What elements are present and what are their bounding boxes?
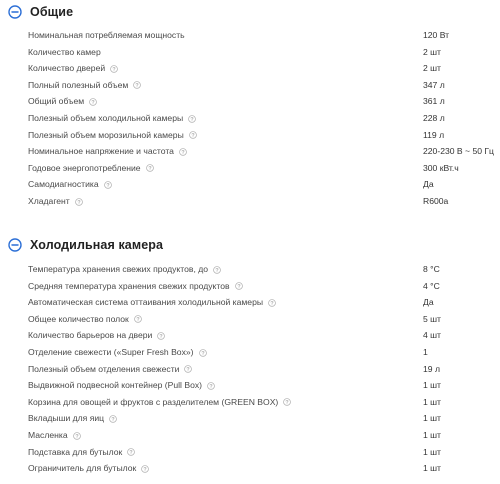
section-general-header[interactable] — [8, 3, 73, 21]
spec-value: 120 Вт — [423, 30, 450, 40]
spec-row — [0, 278, 500, 295]
spec-value: 2 шт — [423, 63, 441, 74]
spec-label-text: Общий объем — [28, 96, 85, 107]
spec-label — [28, 261, 221, 278]
help-icon[interactable] — [146, 164, 154, 172]
spec-label — [28, 176, 112, 193]
spec-label-text: Общее количество полок — [28, 313, 129, 324]
spec-row — [0, 27, 500, 44]
spec-label — [28, 427, 81, 444]
spec-value: 119 л — [423, 129, 445, 140]
spec-value: 228 л — [423, 113, 445, 123]
spec-label-text: Корзина для овощей и фруктов с разделителем (GREEN BOX) — [28, 396, 279, 407]
spec-label — [28, 361, 192, 378]
spec-row — [0, 410, 500, 427]
spec-value: 347 л — [423, 79, 445, 90]
spec-row — [0, 44, 500, 61]
spec-label — [28, 311, 142, 328]
spec-label — [28, 160, 154, 177]
collapse-icon[interactable] — [8, 5, 22, 19]
spec-value: 1 шт — [423, 380, 441, 391]
help-icon[interactable] — [73, 432, 81, 440]
spec-label — [28, 278, 243, 295]
spec-label — [28, 143, 187, 160]
spec-label-text: Номинальное напряжение и частота — [28, 146, 174, 157]
spec-value: R600a — [423, 196, 449, 206]
spec-label-text: Количество дверей — [28, 63, 106, 74]
help-icon[interactable] — [179, 148, 187, 156]
spec-row — [0, 110, 500, 127]
spec-row — [0, 160, 500, 177]
spec-value: 1 шт — [423, 396, 441, 407]
help-icon[interactable] — [188, 115, 196, 123]
spec-row — [0, 294, 500, 311]
spec-value: 4 шт — [423, 330, 441, 341]
help-icon[interactable] — [189, 131, 197, 139]
spec-label — [28, 460, 149, 477]
spec-label-text: Масленка — [28, 430, 68, 440]
spec-label-text: Отделение свежести («Super Fresh Box») — [28, 347, 194, 357]
help-icon[interactable] — [75, 198, 83, 206]
spec-row — [0, 460, 500, 477]
spec-label — [28, 327, 165, 344]
spec-label-text: Ограничитель для бутылок — [28, 463, 137, 474]
spec-label — [28, 60, 118, 77]
help-icon[interactable] — [141, 465, 149, 473]
spec-label-text: Годовое энергопотребление — [28, 162, 141, 173]
spec-label-text: Полезный объем морозильной камеры — [28, 129, 184, 140]
spec-value: 1 — [423, 347, 428, 357]
spec-row — [0, 377, 500, 394]
spec-value: 5 шт — [423, 313, 441, 324]
spec-row — [0, 394, 500, 411]
spec-label-text: Хладагент — [28, 196, 70, 206]
spec-label-text: Полезный объем отделения свежести — [28, 363, 180, 374]
spec-value: 8 °C — [423, 264, 440, 274]
spec-row — [0, 93, 500, 110]
spec-label-text: Полный полезный объем — [28, 79, 129, 90]
spec-label-text: Средняя температура хранения свежих продуктов — [28, 280, 230, 291]
help-icon[interactable] — [157, 332, 165, 340]
spec-value: Да — [423, 179, 434, 190]
spec-value: 1 шт — [423, 463, 441, 474]
spec-label-text: Вкладыши для яиц — [28, 413, 105, 424]
spec-row — [0, 361, 500, 378]
help-icon[interactable] — [133, 81, 141, 89]
spec-value: 1 шт — [423, 430, 441, 440]
help-icon[interactable] — [134, 315, 142, 323]
spec-label — [28, 77, 141, 94]
spec-label-text: Автоматическая система оттаивания холодильной камеры — [28, 297, 264, 308]
spec-row — [0, 143, 500, 160]
help-icon[interactable] — [199, 349, 207, 357]
help-icon[interactable] — [89, 98, 97, 106]
spec-label — [28, 27, 185, 44]
spec-value: 220-230 В ~ 50 Гц — [423, 146, 494, 157]
spec-row — [0, 327, 500, 344]
help-icon[interactable] — [184, 365, 192, 373]
help-icon[interactable] — [213, 266, 221, 274]
spec-row — [0, 311, 500, 328]
spec-row — [0, 261, 500, 278]
spec-value: 361 л — [423, 96, 445, 107]
spec-row — [0, 344, 500, 361]
spec-value: 1 шт — [423, 413, 441, 424]
spec-value: 2 шт — [423, 46, 441, 57]
spec-label — [28, 410, 117, 427]
spec-value: 4 °C — [423, 280, 440, 291]
help-icon[interactable] — [109, 415, 117, 423]
spec-label — [28, 344, 207, 361]
spec-row — [0, 176, 500, 193]
spec-label-text: Подставка для бутылок — [28, 446, 123, 457]
spec-label — [28, 193, 83, 210]
spec-label — [28, 93, 97, 110]
spec-label — [28, 377, 215, 394]
section-title: Общие — [30, 5, 74, 19]
help-icon[interactable] — [127, 448, 135, 456]
spec-label-text: Номинальная потребляемая мощность — [28, 30, 185, 40]
section-fridge-chamber-header[interactable] — [8, 236, 163, 254]
help-icon[interactable] — [268, 299, 276, 307]
spec-row — [0, 444, 500, 461]
help-icon[interactable] — [104, 181, 112, 189]
spec-row — [0, 77, 500, 94]
spec-label-text: Выдвижной подвесной контейнер (Pull Box) — [28, 380, 203, 391]
spec-row — [0, 127, 500, 144]
spec-label-text: Полезный объем холодильной камеры — [28, 113, 184, 123]
spec-label-text: Самодиагностика — [28, 179, 99, 190]
section-title: Холодильная камера — [30, 238, 164, 252]
spec-row — [0, 60, 500, 77]
spec-value: 19 л — [423, 363, 440, 374]
spec-label — [28, 110, 196, 127]
spec-value: Да — [423, 297, 434, 308]
spec-value: 1 шт — [423, 446, 441, 457]
spec-label — [28, 127, 197, 144]
spec-label — [28, 44, 101, 61]
collapse-icon[interactable] — [8, 238, 22, 252]
spec-value: 300 кВт.ч — [423, 162, 459, 173]
help-icon[interactable] — [110, 65, 118, 73]
help-icon[interactable] — [207, 382, 215, 390]
spec-label — [28, 294, 276, 311]
spec-label-text: Температура хранения свежих продуктов, до — [28, 264, 209, 274]
spec-row — [0, 193, 500, 210]
spec-label — [28, 394, 291, 411]
spec-label — [28, 444, 135, 461]
help-icon[interactable] — [235, 282, 243, 290]
spec-label-text: Количество барьеров на двери — [28, 330, 153, 341]
help-icon[interactable] — [283, 398, 291, 406]
spec-row — [0, 427, 500, 444]
spec-label-text: Количество камер — [28, 46, 101, 57]
